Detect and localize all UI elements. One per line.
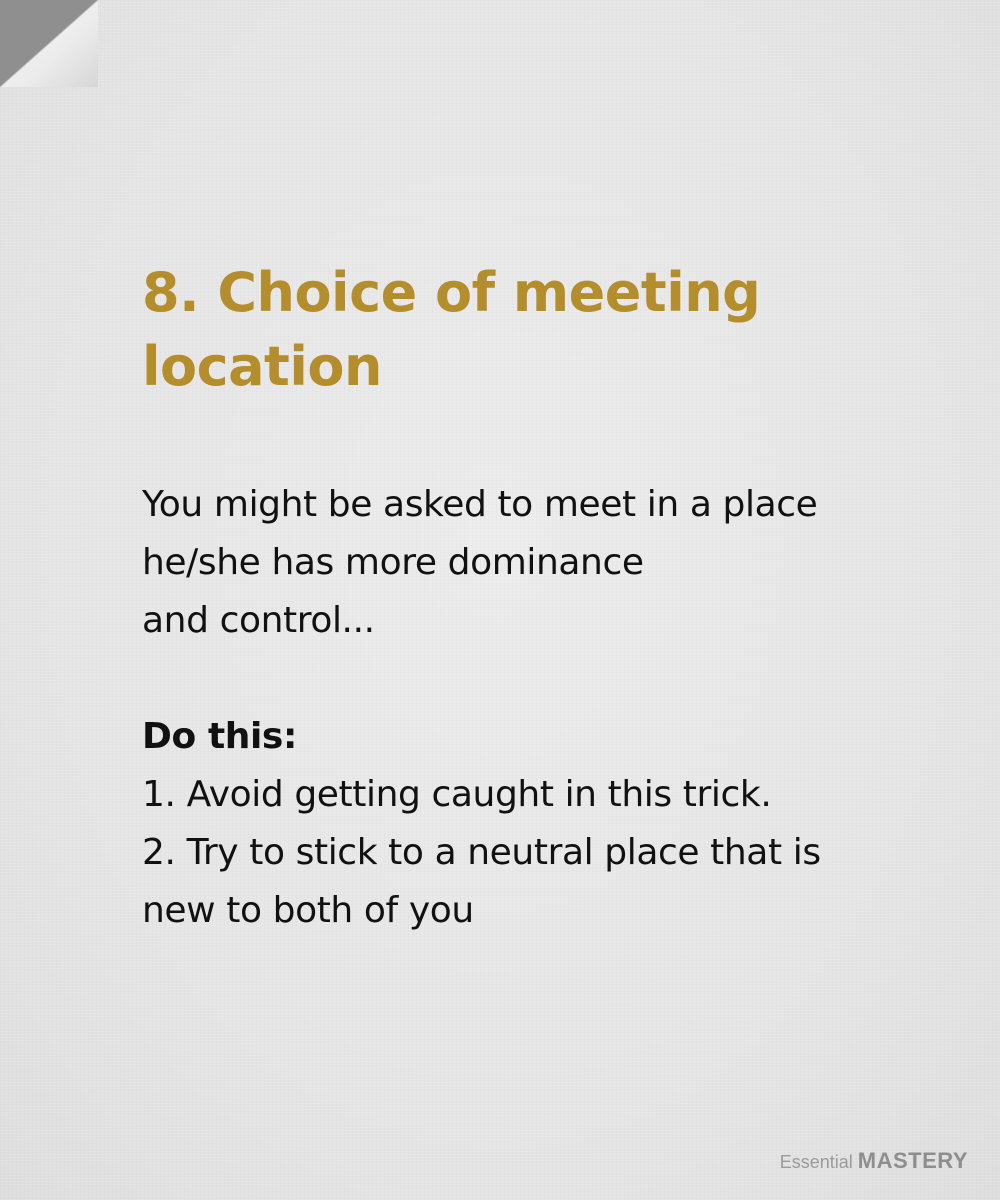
advice-item-2-line-1: 2. Try to stick to a neutral place that is bbox=[142, 832, 821, 873]
brand-prefix: Essential bbox=[779, 1152, 853, 1172]
card-body bbox=[142, 476, 902, 940]
advice-heading: Do this: bbox=[142, 716, 297, 757]
intro-line-2: he/she has more dominance bbox=[142, 542, 644, 583]
advice-item-1: 1. Avoid getting caught in this trick. bbox=[142, 774, 772, 815]
page-curl-corner bbox=[0, 0, 98, 87]
advice-item-2-line-2: new to both of you bbox=[142, 890, 474, 931]
card-title bbox=[142, 256, 902, 404]
brand-footer bbox=[780, 1148, 968, 1174]
paragraph-spacer bbox=[142, 650, 902, 708]
intro-line-1: You might be asked to meet in a place bbox=[142, 484, 818, 525]
intro-line-3: and control... bbox=[142, 600, 375, 641]
card-title-line-1: 8. Choice of meeting bbox=[142, 261, 761, 324]
card-title-line-2: location bbox=[142, 335, 382, 398]
brand-name: MASTERY bbox=[857, 1148, 968, 1173]
